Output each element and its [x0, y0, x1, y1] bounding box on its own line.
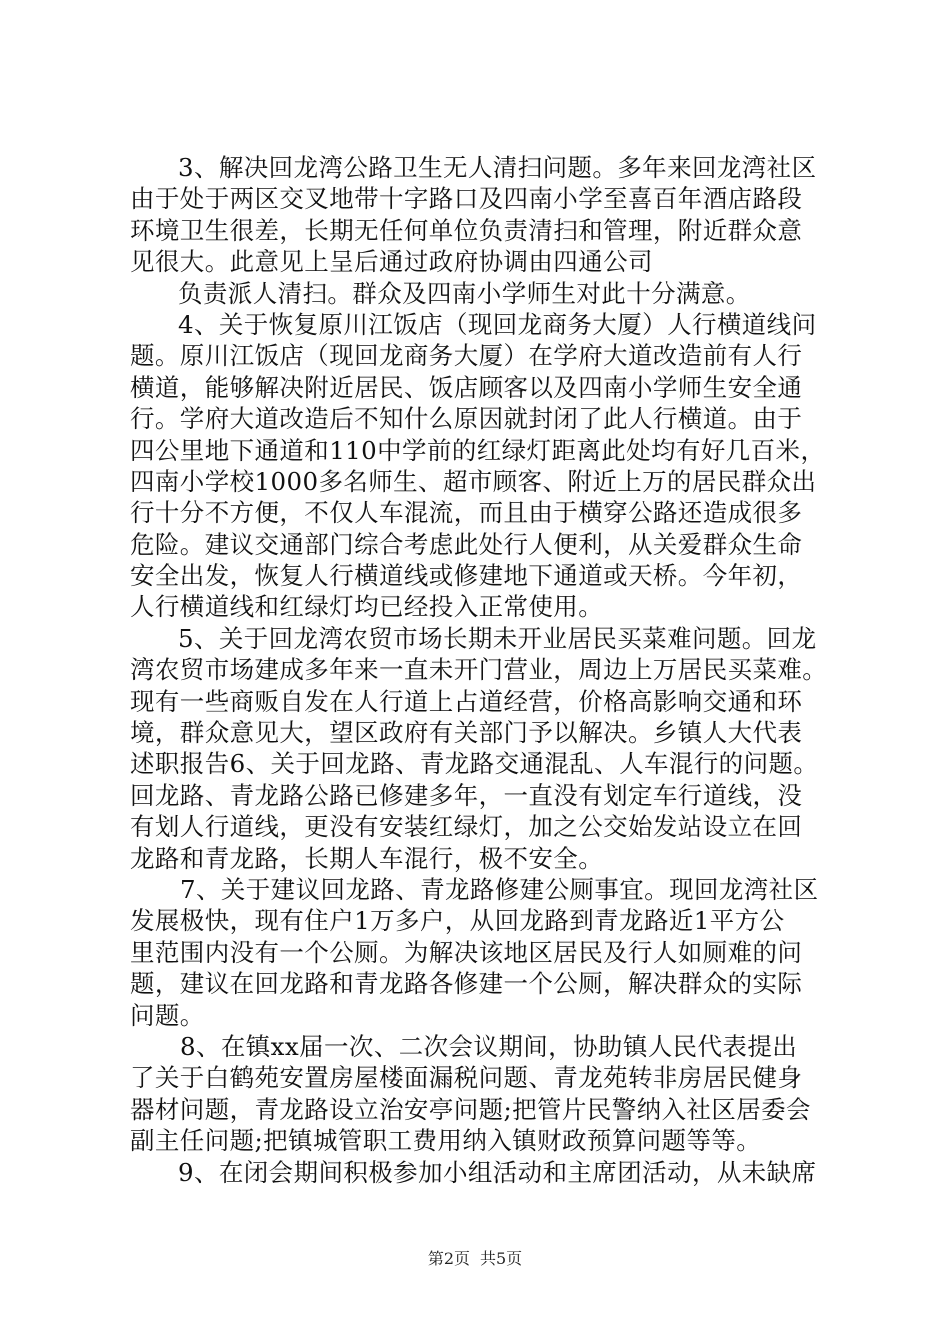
text-line: 了关于白鹤苑安置房屋楼面漏税问题、青龙苑转非房居民健身 — [130, 1063, 803, 1093]
text-line: 现有一些商贩自发在人行道上占道经营，价格高影响交通和环 — [130, 686, 803, 716]
page-footer — [0, 1246, 950, 1269]
text-line: 负责派人清扫。群众及四南小学师生对此十分满意。 — [178, 278, 751, 308]
text-line: 9、在闭会期间积极参加小组活动和主席团活动，从未缺席 — [178, 1157, 817, 1187]
text-line: 行十分不方便，不仅人车混流，而且由于横穿公路还造成很多 — [130, 498, 803, 528]
text-line: 题，建议在回龙路和青龙路各修建一个公厕，解决群众的实际 — [130, 969, 803, 999]
text-line: 问题。 — [130, 1000, 205, 1030]
text-line: 湾农贸市场建成多年来一直未开门营业，周边上万居民买菜难。 — [130, 655, 828, 685]
page-total: 共5页 — [480, 1249, 523, 1268]
text-line: 回龙路、青龙路公路已修建多年，一直没有划定车行道线，没 — [130, 780, 803, 810]
text-line: 里范围内没有一个公厕。为解决该地区居民及行人如厕难的问 — [130, 937, 803, 967]
text-line: 5、关于回龙湾农贸市场长期未开业居民买菜难问题。回龙 — [178, 623, 817, 653]
text-line: 四公里地下通道和110中学前的红绿灯距离此处均有好几百米， — [130, 435, 826, 465]
text-line: 器材问题，青龙路设立治安亭问题;把管片民警纳入社区居委会 — [130, 1094, 811, 1124]
text-line: 8、在镇xx届一次、二次会议期间，协助镇人民代表提出 — [180, 1031, 798, 1061]
text-line: 有划人行道线，更没有安装红绿灯，加之公交始发站设立在回 — [130, 812, 803, 842]
text-line: 人行横道线和红绿灯均已经投入正常使用。 — [130, 592, 604, 622]
text-line: 横道，能够解决附近居民、饭店顾客以及四南小学师生安全通 — [130, 372, 803, 402]
text-line: 副主任问题;把镇城管职工费用纳入镇财政预算问题等等。 — [130, 1126, 762, 1156]
text-line: 由于处于两区交叉地带十字路口及四南小学至喜百年酒店路段 — [130, 184, 803, 214]
text-line: 7、关于建议回龙路、青龙路修建公厕事宜。现回龙湾社区 — [180, 874, 819, 904]
page-number: 第2页 — [427, 1249, 470, 1268]
text-line: 3、解决回龙湾公路卫生无人清扫问题。多年来回龙湾社区 — [178, 153, 817, 182]
text-line: 见很大。此意见上呈后通过政府协调由四通公司 — [130, 247, 653, 277]
text-line: 环境卫生很差，长期无任何单位负责清扫和管理，附近群众意 — [130, 215, 803, 245]
text-line: 题。原川江饭店（现回龙商务大厦）在学府大道改造前有人行 — [130, 341, 803, 371]
text-line: 境，群众意见大，望区政府有关部门予以解决。乡镇人大代表 — [130, 718, 803, 748]
text-line: 4、关于恢复原川江饭店（现回龙商务大厦）人行横道线问 — [178, 309, 817, 339]
text-line: 发展极快，现有住户1万多户，从回龙路到青龙路近1平方公 — [130, 906, 785, 936]
text-line: 行。学府大道改造后不知什么原因就封闭了此人行横道。由于 — [130, 404, 803, 434]
text-line: 四南小学校1000多名师生、超市顾客、附近上万的居民群众出 — [130, 466, 817, 496]
text-line: 述职报告6、关于回龙路、青龙路交通混乱、人车混行的问题。 — [130, 749, 819, 779]
text-line: 危险。建议交通部门综合考虑此处行人便利，从关爱群众生命 — [130, 529, 803, 559]
text-line: 龙路和青龙路，长期人车混行，极不安全。 — [130, 843, 604, 873]
document-body — [130, 152, 842, 1188]
text-line: 安全出发，恢复人行横道线或修建地下通道或天桥。今年初， — [130, 561, 803, 591]
